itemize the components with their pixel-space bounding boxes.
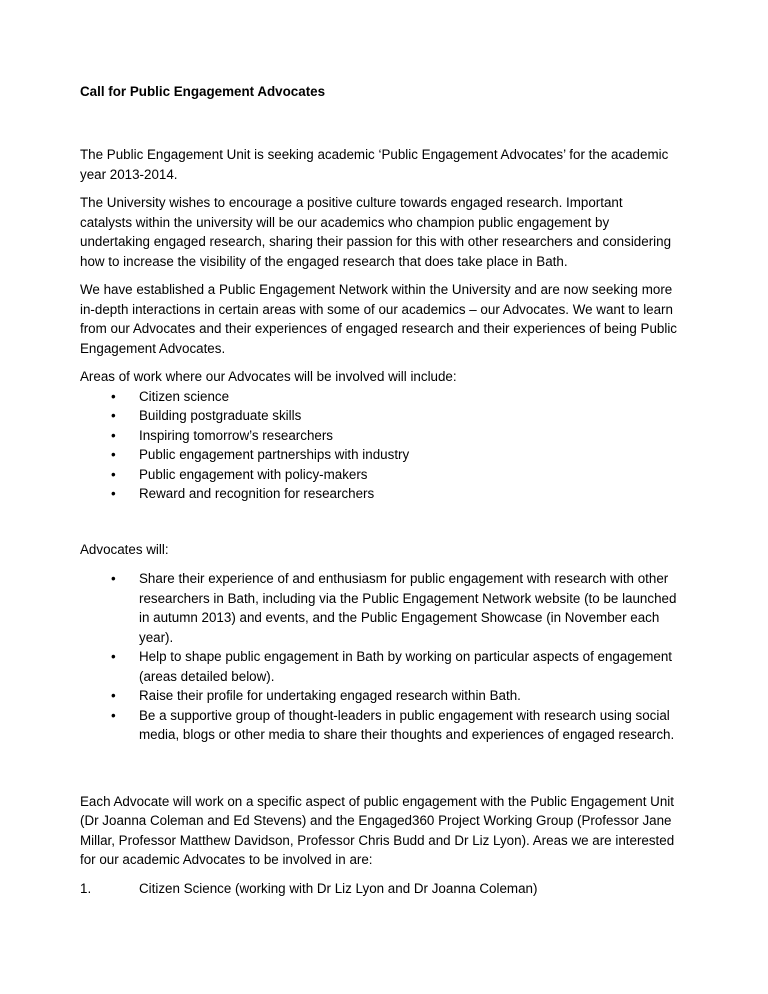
- advocates-will-list: [80, 569, 678, 745]
- list-item: • Public engagement with policy-makers: [80, 465, 678, 485]
- spacer: [80, 504, 678, 524]
- numbered-list: [80, 879, 678, 899]
- list-item: • Raise their profile for undertaking engaged research within Bath.: [80, 686, 678, 706]
- closing-paragraph: Each Advocate will work on a specific aspect of public engagement with the Public Engagement Unit (Dr Joanna Coleman and Ed Stevens) and the Engaged360 Project Working Group (Professor Jane Millar, Professor Matthew Davidson, Professor Chris Budd and Dr Liz Lyon). Areas we are interested for our academic Advocates to be involved in are:: [80, 793, 675, 867]
- areas-intro-paragraph: Areas of work where our Advocates will be involved will include:: [80, 369, 457, 384]
- culture-paragraph: The University wishes to encourage a positive culture towards engaged research. Important catalysts within the university will be our academics who champion public engagement by undertaking engaged research, sharing their passion for this with other researchers and considering how to increase the visibility of the engaged research that does take place in Bath.: [80, 195, 672, 269]
- list-item: • Citizen science: [80, 387, 678, 407]
- item-number: 1.: [80, 880, 92, 896]
- intro-paragraph: The Public Engagement Unit is seeking academic ‘Public Engagement Advocates’ for the academic year 2013-2014.: [80, 147, 669, 182]
- network-paragraph: We have established a Public Engagement Network within the University and are now seeking more in-depth interactions in certain areas with some of our academics – our Advocates. We want to learn from our Advocates and their experiences of engaged research and their experiences of being Public Engagement Advocates.: [80, 282, 677, 356]
- spacer: [80, 745, 678, 775]
- list-item: • Building postgraduate skills: [80, 406, 678, 426]
- list-item: • Be a supportive group of thought-leaders in public engagement with research using social media, blogs or other media to share their thoughts and experiences of engaged research.: [80, 706, 678, 745]
- list-item: • Help to shape public engagement in Bath by working on particular aspects of engagement (areas detailed below).: [80, 647, 678, 686]
- areas-list: [80, 387, 678, 504]
- numbered-item: [80, 879, 678, 899]
- list-item: • Reward and recognition for researchers: [80, 484, 678, 504]
- item-text: Citizen Science (working with Dr Liz Lyon and Dr Joanna Coleman): [139, 880, 538, 896]
- list-item: • Public engagement partnerships with industry: [80, 445, 678, 465]
- list-item: • Inspiring tomorrow’s researchers: [80, 426, 678, 446]
- document-title: Call for Public Engagement Advocates: [80, 84, 326, 99]
- list-item: • Share their experience of and enthusiasm for public engagement with research with other researchers in Bath, including via the Public Engagement Network website (to be launched in autumn 2013) and events, and the Public Engagement Showcase (in November each year).: [80, 569, 678, 647]
- document-body: [80, 145, 678, 898]
- advocates-will-heading: Advocates will:: [80, 541, 169, 557]
